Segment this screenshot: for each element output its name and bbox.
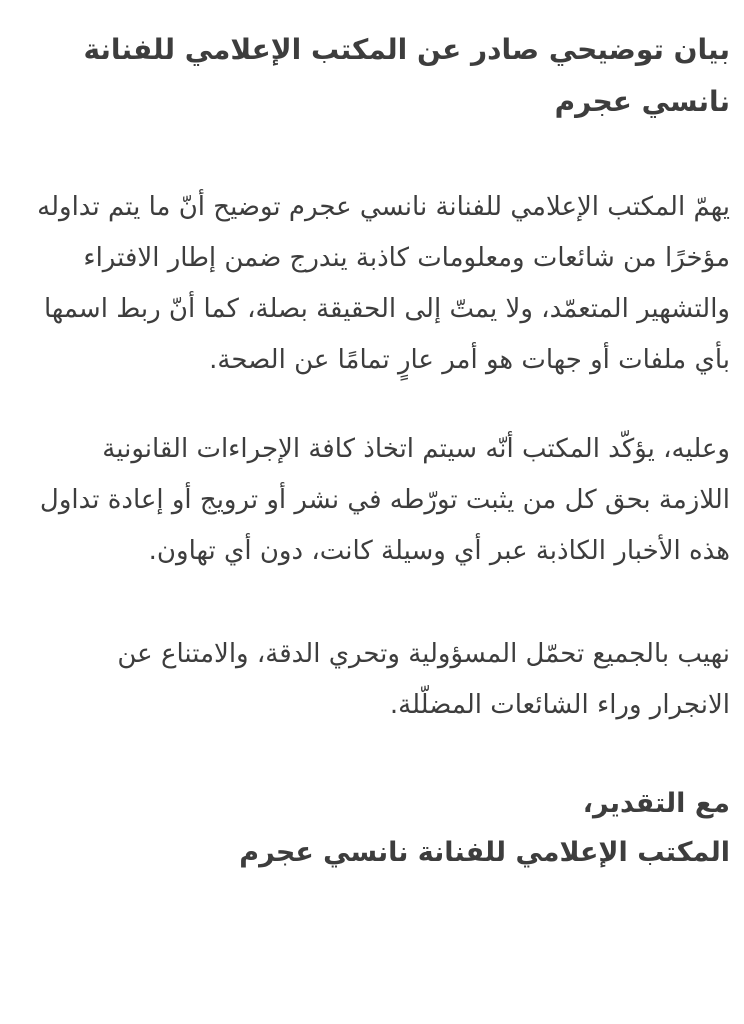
statement-title: بيان توضيحي صادر عن المكتب الإعلامي للفنانة نانسي عجرم [83, 33, 730, 118]
statement-paragraph-3: نهيب بالجميع تحمّل المسؤولية وتحري الدقة، والامتناع عن الانجرار وراء الشائعات المضلّلة. [117, 639, 730, 720]
statement-paragraph-1: يهمّ المكتب الإعلامي للفنانة نانسي عجرم توضيح أنّ ما يتم تداوله مؤخرًا من شائعات ومعلومات كاذبة يندرج ضمن إطار الافتراء والتشهير المتعمّد، ولا يمتّ إلى الحقيقة بصلة، كما أنّ ربط اسمها بأي ملفات أو جهات هو أمر عارٍ تمامًا عن الصحة. [37, 192, 730, 375]
statement-closing [36, 779, 730, 877]
statement-paragraph-2: وعليه، يؤكّد المكتب أنّه سيتم اتخاذ كافة الإجراءات القانونية اللازمة بحق كل من يثبت تورّطه في نشر أو ترويج أو إعادة تداول هذه الأخبار الكاذبة عبر أي وسيلة كانت، دون أي تهاون. [39, 434, 730, 566]
closing-salutation: مع التقدير، [582, 788, 730, 819]
closing-signature: المكتب الإعلامي للفنانة نانسي عجرم [239, 837, 730, 868]
